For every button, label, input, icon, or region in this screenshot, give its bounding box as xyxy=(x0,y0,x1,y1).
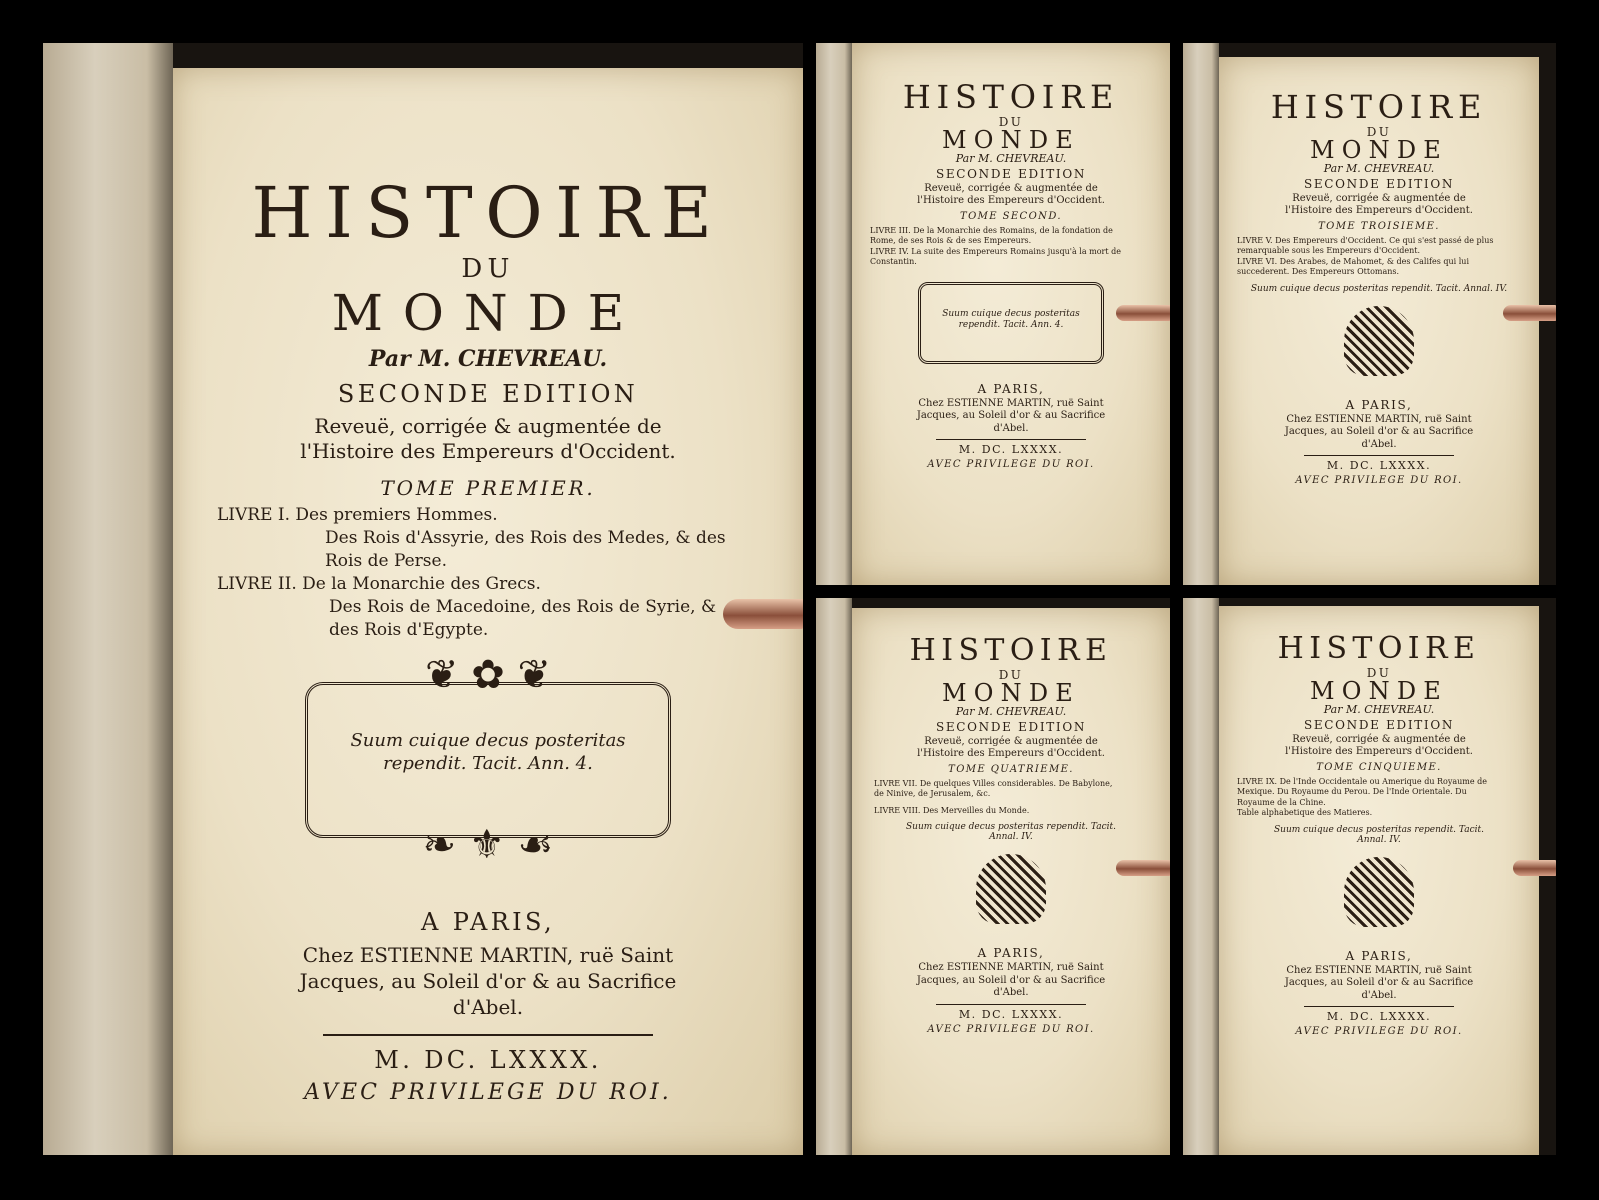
pen-tip xyxy=(1513,860,1556,876)
edition: SECONDE EDITION xyxy=(935,720,1087,734)
book-title: HISTOIRE xyxy=(902,78,1120,116)
livre-line: LIVRE I. Des premiers Hommes. xyxy=(217,505,498,525)
title-page xyxy=(1219,606,1539,1155)
book-spine xyxy=(1183,598,1219,1155)
motto: Suum cuique decus posteritas rependit. Tacit. Ann. 4. xyxy=(350,729,626,775)
flower-basket-icon xyxy=(1344,857,1414,927)
book-title-du: DU xyxy=(998,668,1024,682)
publisher: Chez ESTIENNE MARTIN, ruë Saint Jacques, au Soleil d'or & au Sacrifice d'Abel. xyxy=(1284,964,1474,1001)
book-title: HISTOIRE xyxy=(1277,631,1481,666)
book-title: HISTOIRE xyxy=(251,172,725,254)
book-spine xyxy=(43,43,173,1155)
pen-tip xyxy=(1116,305,1170,321)
privilege: AVEC PRIVILEGE DU ROI. xyxy=(1295,1026,1463,1038)
year: M. DC. LXXXX. xyxy=(958,1007,1064,1021)
photo-tome-quatrieme xyxy=(816,598,1170,1155)
livre-line: LIVRE II. De la Monarchie des Grecs. xyxy=(217,573,541,594)
livre-line: LIVRE V. Des Empereurs d'Occident. Ce qui s'est passé de plus remarquable sous les Empereurs d'Occident. xyxy=(1237,236,1494,256)
year: M. DC. LXXXX. xyxy=(1326,1010,1432,1024)
author: Par M. CHEVREAU. xyxy=(1323,703,1435,716)
pen-tip xyxy=(1503,305,1556,321)
livre-line: LIVRE VII. De quelques Villes considerables. De Babylone, de Ninive, de Jerusalem, &c. xyxy=(874,779,1113,799)
book-title-du: DU xyxy=(998,115,1024,129)
privilege: AVEC PRIVILEGE DU ROI. xyxy=(927,1023,1095,1035)
ornamental-cartouche xyxy=(305,651,671,868)
author: Par M. CHEVREAU. xyxy=(955,152,1067,165)
ornamental-cartouche xyxy=(918,282,1104,364)
book-title-monde: MONDE xyxy=(331,284,645,342)
place: A PARIS, xyxy=(1345,397,1413,412)
publisher: Chez ESTIENNE MARTIN, ruë Saint Jacques, au Soleil d'or & au Sacrifice d'Abel. xyxy=(1284,413,1474,450)
book-title-monde: MONDE xyxy=(1309,677,1448,705)
tome-label: TOME PREMIER. xyxy=(380,476,596,500)
revised-note: Reveuë, corrigée & augmentée de l'Histoire des Empereurs d'Occident. xyxy=(1285,734,1473,757)
book-title-monde: MONDE xyxy=(941,126,1080,154)
divider xyxy=(936,439,1086,440)
edition: SECONDE EDITION xyxy=(1303,177,1455,191)
year: M. DC. LXXXX. xyxy=(1326,459,1432,473)
photo-tome-second xyxy=(816,43,1170,585)
revised-note: Reveuë, corrigée & augmentée de l'Histoire des Empereurs d'Occident. xyxy=(917,183,1105,206)
motto: Suum cuique decus posteritas rependit. Tacit. Annal. IV. xyxy=(1250,283,1508,294)
divider xyxy=(1304,455,1454,456)
edition: SECONDE EDITION xyxy=(337,380,639,408)
livre-line: Des Rois d'Assyrie, des Rois des Medes, & des Rois de Perse. xyxy=(325,527,726,571)
tome-label: TOME CINQUIEME. xyxy=(1316,762,1442,773)
privilege: AVEC PRIVILEGE DU ROI. xyxy=(927,459,1095,471)
author: Par M. CHEVREAU. xyxy=(955,705,1067,718)
book-spine xyxy=(816,598,852,1155)
publisher: Chez ESTIENNE MARTIN, ruë Saint Jacques, au Soleil d'or & au Sacrifice d'Abel. xyxy=(916,962,1106,999)
revised-note: Reveuë, corrigée & augmentée de l'Histoire des Empereurs d'Occident. xyxy=(300,414,676,463)
year: M. DC. LXXXX. xyxy=(374,1045,602,1074)
flower-basket-icon xyxy=(1344,306,1414,376)
photo-tome-troisieme xyxy=(1183,43,1556,585)
pen-tip xyxy=(1116,860,1170,876)
year: M. DC. LXXXX. xyxy=(958,443,1064,457)
author: Par M. CHEVREAU. xyxy=(368,346,608,372)
divider xyxy=(323,1034,653,1036)
divider xyxy=(936,1004,1086,1005)
book-title: HISTOIRE xyxy=(1270,88,1488,126)
revised-note: Reveuë, corrigée & augmentée de l'Histoire des Empereurs d'Occident. xyxy=(917,736,1105,759)
privilege: AVEC PRIVILEGE DU ROI. xyxy=(1295,475,1463,487)
book-title-monde: MONDE xyxy=(1309,136,1448,164)
pen-tip xyxy=(723,599,803,629)
book-title-du: DU xyxy=(1366,125,1392,139)
tome-label: TOME SECOND. xyxy=(960,211,1062,222)
photo-tome-cinquieme xyxy=(1183,598,1556,1155)
contents xyxy=(1237,236,1497,278)
flower-basket-icon xyxy=(976,854,1046,924)
livre-line: LIVRE III. De la Monarchie des Romains, de la fondation de Rome, de ses Rois & de ses Empereurs. xyxy=(870,226,1113,246)
title-page xyxy=(852,608,1170,1155)
revised-note: Reveuë, corrigée & augmentée de l'Histoire des Empereurs d'Occident. xyxy=(1285,193,1473,216)
title-page xyxy=(173,68,803,1155)
book-spine xyxy=(1183,43,1219,585)
place: A PARIS, xyxy=(977,946,1045,961)
author: Par M. CHEVREAU. xyxy=(1323,162,1435,175)
livre-line: Des Rois de Macedoine, des Rois de Syrie, & des Rois d'Egypte. xyxy=(329,596,717,640)
contents xyxy=(870,226,1140,268)
book-title-du: DU xyxy=(1366,666,1392,680)
book-title: HISTOIRE xyxy=(909,633,1113,668)
edition: SECONDE EDITION xyxy=(935,167,1087,181)
scroll-ornament-icon: ❧ ⚜ ☙ xyxy=(422,821,554,868)
motto: Suum cuique decus posteritas rependit. Tacit. Annal. IV. xyxy=(906,822,1116,843)
privilege: AVEC PRIVILEGE DU ROI. xyxy=(304,1079,672,1105)
livre-line: LIVRE IV. La suite des Empereurs Romains jusqu'à la mort de Constantin. xyxy=(870,246,1121,267)
motto: Suum cuique decus posteritas rependit. Tacit. Ann. 4. xyxy=(942,308,1080,330)
title-page xyxy=(1219,57,1539,585)
book-title-du: DU xyxy=(461,254,515,284)
contents xyxy=(1237,777,1497,819)
book-spine xyxy=(816,43,852,585)
divider xyxy=(1304,1006,1454,1007)
tome-label: TOME TROISIEME. xyxy=(1318,221,1440,232)
place: A PARIS, xyxy=(977,381,1045,396)
publisher: Chez ESTIENNE MARTIN, ruë Saint Jacques, au Soleil d'or & au Sacrifice d'Abel. xyxy=(299,942,677,1019)
contents xyxy=(217,504,737,642)
edition: SECONDE EDITION xyxy=(1303,718,1455,732)
book-title-monde: MONDE xyxy=(941,679,1080,707)
livre-line: Table alphabetique des Matieres. xyxy=(1237,808,1373,818)
contents xyxy=(874,779,1124,816)
livre-line: LIVRE VIII. Des Merveilles du Monde. xyxy=(874,805,1030,815)
publisher: Chez ESTIENNE MARTIN, ruë Saint Jacques, au Soleil d'or & au Sacrifice d'Abel. xyxy=(916,397,1106,434)
place: A PARIS, xyxy=(421,907,555,936)
photo-tome-premier xyxy=(43,43,803,1155)
tome-label: TOME QUATRIEME. xyxy=(948,764,1074,775)
livre-line: LIVRE IX. De l'Inde Occidentale ou Amerique du Royaume de Mexique. Du Royaume du Perou. De l'Inde Orientale. Du Royaume de la Chine. xyxy=(1237,777,1488,807)
livre-line: LIVRE VI. Des Arabes, de Mahomet, & des Califes qui lui succederent. Des Empereurs Ottomans. xyxy=(1237,256,1470,277)
scroll-ornament-icon: ❦ ✿ ❦ xyxy=(425,651,551,698)
motto: Suum cuique decus posteritas rependit. Tacit. Annal. IV. xyxy=(1274,824,1484,845)
place: A PARIS, xyxy=(1345,948,1413,963)
